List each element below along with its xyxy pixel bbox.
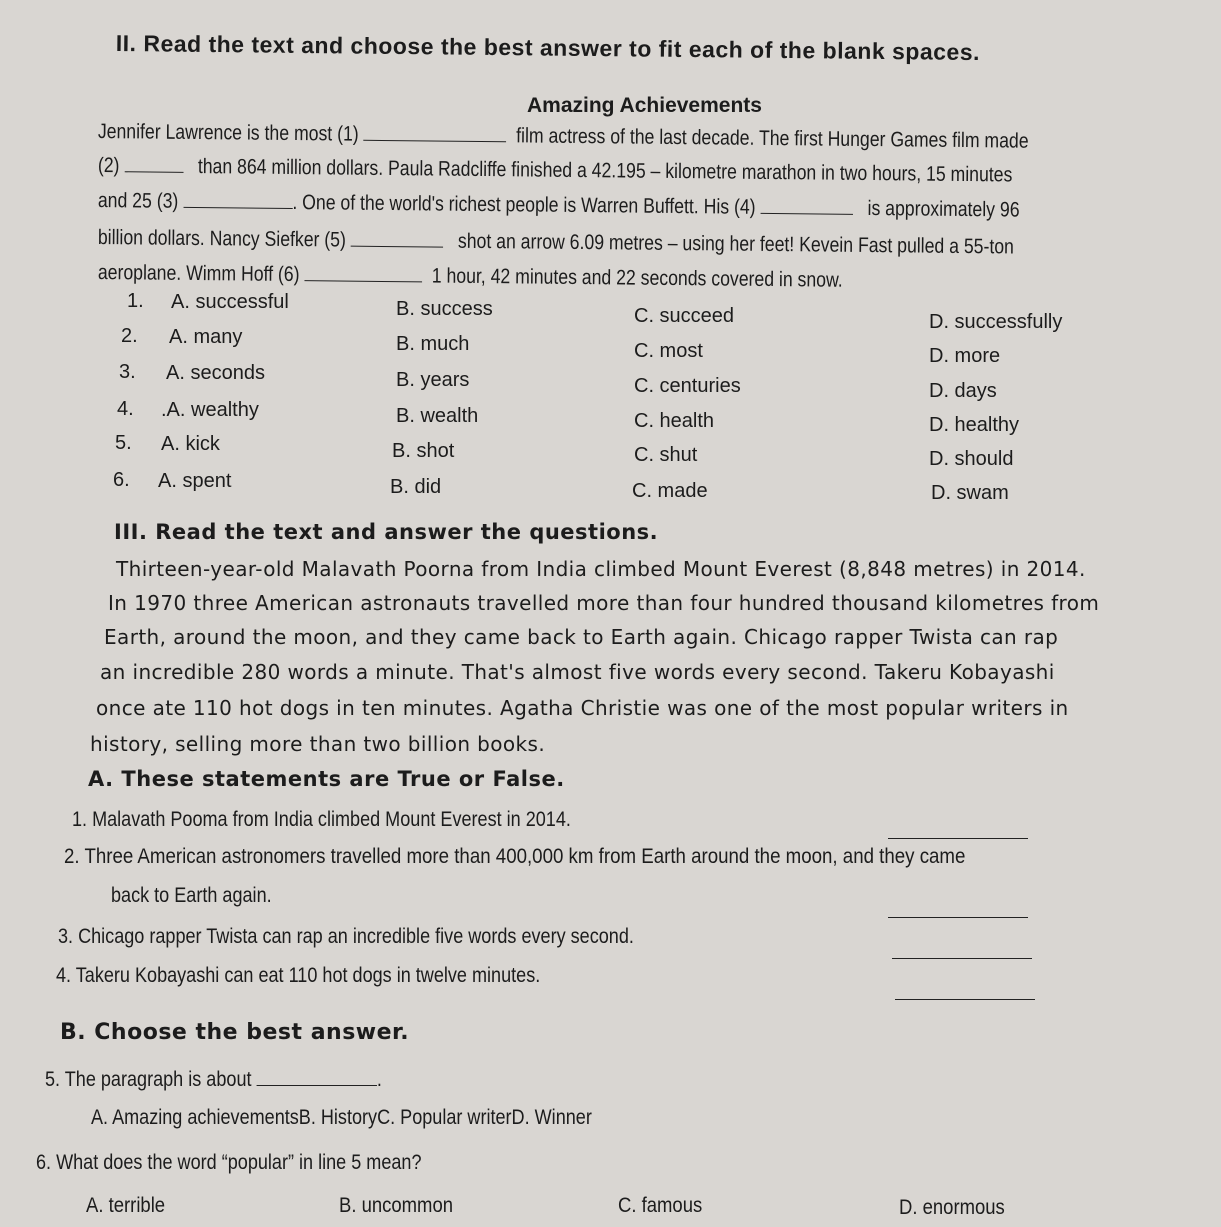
statement-2: 2. Three American astronomers travelled more than 400,000 km from Earth around the moon, and they came — [64, 845, 966, 868]
q6-option-a[interactable]: A. spent — [158, 470, 232, 492]
q1-option-b[interactable]: B. success — [396, 298, 493, 320]
reading-line-5: once ate 110 hot dogs in ten minutes. Agatha Christie was one of the most popular writers in — [96, 696, 1069, 720]
q1-number: 1. — [127, 290, 144, 312]
statement-1: 1. Malavath Pooma from India climbed Mount Everest in 2014. — [72, 808, 571, 831]
q4-number: 4. — [117, 398, 134, 420]
q2-option-b[interactable]: B. much — [396, 333, 470, 355]
q5-blank[interactable] — [257, 1064, 377, 1086]
answer-line-1[interactable] — [888, 826, 1028, 844]
reading-line-3: Earth, around the moon, and they came back to Earth again. Chicago rapper Twista can rap — [104, 625, 1059, 649]
blank-5[interactable] — [351, 225, 444, 248]
q4-option-c[interactable]: C. health — [634, 410, 715, 432]
statement-3: 3. Chicago rapper Twista can rap an incredible five words every second. — [58, 925, 634, 948]
passage-line-4: billion dollars. Nancy Siefker (5) shot an arrow 6.09 metres – using her feet! Kevein Fast pulled a 55-ton — [97, 225, 1014, 259]
q4-option-b[interactable]: B. wealth — [396, 405, 479, 427]
blank-6[interactable] — [304, 259, 422, 282]
q1-option-c[interactable]: C. succeed — [634, 305, 735, 327]
q4-option-d[interactable]: D. healthy — [929, 414, 1020, 436]
statement-4: 4. Takeru Kobayashi can eat 110 hot dogs in twelve minutes. — [56, 964, 541, 987]
question-5: 5. The paragraph is about . — [45, 1064, 382, 1092]
q3-option-c[interactable]: C. centuries — [634, 375, 741, 397]
section-3-heading: III. Read the text and answer the questions. — [114, 520, 659, 544]
blank-2[interactable] — [124, 150, 183, 173]
passage-title: Amazing Achievements — [527, 94, 762, 117]
section-2-heading: II. Read the text and choose the best answer to fit each of the blank spaces. — [115, 30, 981, 66]
q4-option-a[interactable]: .A. wealthy — [161, 399, 259, 421]
answer-line-3[interactable] — [892, 946, 1032, 964]
q6-option-b[interactable]: B. did — [390, 476, 442, 498]
blank-1[interactable] — [364, 119, 507, 142]
q5-option-d[interactable]: D. should — [929, 448, 1014, 470]
blank-4[interactable] — [760, 192, 853, 215]
q1-option-d[interactable]: D. successfully — [929, 311, 1063, 333]
answer-line-4[interactable] — [895, 987, 1035, 1005]
question-6: 6. What does the word “popular” in line 5 mean? — [36, 1151, 422, 1174]
q5-number: 5. — [115, 432, 132, 454]
q6b-option-d[interactable]: D. enormous — [899, 1196, 1005, 1219]
q2-option-a[interactable]: A. many — [169, 326, 243, 348]
passage-line-2: (2) than 864 million dollars. Paula Radcliffe finished a 42.195 – kilometre marathon in two hours, 15 minutes — [98, 150, 1013, 187]
q5-option-b[interactable]: B. shot — [392, 440, 455, 462]
q3-number: 3. — [119, 361, 136, 383]
q6b-option-b[interactable]: B. uncommon — [339, 1194, 454, 1217]
q6-option-c[interactable]: C. made — [632, 480, 708, 502]
q6-option-d[interactable]: D. swam — [931, 482, 1009, 504]
passage-line-5: aeroplane. Wimm Hoff (6) 1 hour, 42 minutes and 22 seconds covered in snow. — [97, 260, 843, 292]
q6-number: 6. — [113, 469, 130, 491]
q2-number: 2. — [121, 325, 138, 347]
reading-line-2: In 1970 three American astronauts travelled more than four hundred thousand kilometres from — [108, 591, 1100, 615]
question-5-options[interactable]: A. Amazing achievementsB. HistoryC. Popular writerD. Winner — [91, 1106, 592, 1129]
q3-option-d[interactable]: D. days — [929, 380, 997, 402]
statement-2-continued: back to Earth again. — [111, 884, 272, 907]
q5-option-a[interactable]: A. kick — [161, 433, 220, 455]
q2-option-c[interactable]: C. most — [634, 340, 703, 362]
part-b-heading: B. Choose the best answer. — [60, 1020, 410, 1045]
q2-option-d[interactable]: D. more — [929, 345, 1001, 367]
blank-3[interactable] — [183, 186, 292, 209]
answer-line-2[interactable] — [888, 905, 1028, 923]
q6b-option-c[interactable]: C. famous — [618, 1194, 703, 1217]
q1-option-a[interactable]: A. successful — [171, 291, 289, 313]
q3-option-b[interactable]: B. years — [396, 369, 470, 391]
reading-line-6: history, selling more than two billion books. — [90, 732, 546, 756]
passage-line-3: and 25 (3) . One of the world's richest people is Warren Buffett. His (4) is approximately 96 — [98, 185, 1020, 223]
q5-option-c[interactable]: C. shut — [634, 444, 698, 466]
q6b-option-a[interactable]: A. terrible — [86, 1194, 166, 1217]
reading-line-1: Thirteen-year-old Malavath Poorna from India climbed Mount Everest (8,848 metres) in 2014. — [116, 557, 1086, 581]
passage-line-1: Jennifer Lawrence is the most (1) film actress of the last decade. The first Hunger Games film made — [97, 119, 1029, 153]
q3-option-a[interactable]: A. seconds — [166, 362, 265, 384]
reading-line-4: an incredible 280 words a minute. That's almost five words every second. Takeru Kobayashi — [100, 660, 1055, 684]
part-a-heading: A. These statements are True or False. — [88, 767, 565, 791]
